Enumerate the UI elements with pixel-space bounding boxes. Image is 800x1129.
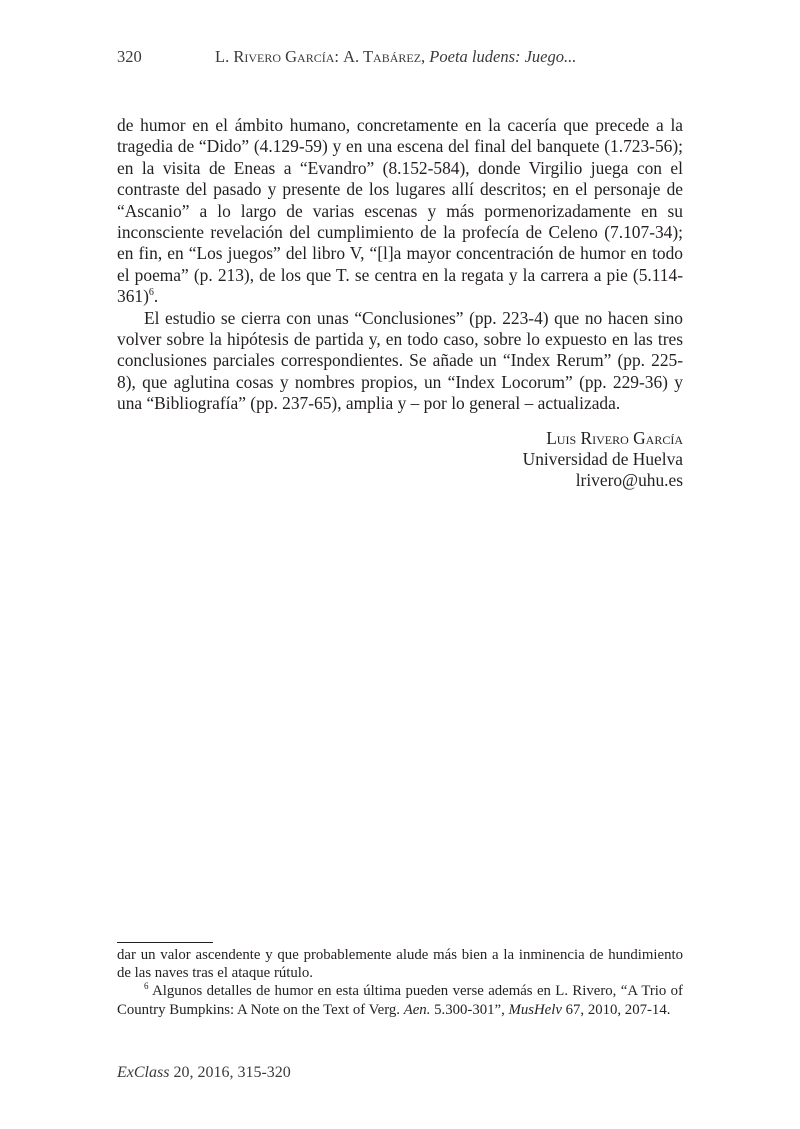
paragraph-1-end: . xyxy=(153,286,159,307)
running-head xyxy=(117,47,683,67)
paragraph-1-text: de humor en el ámbito humano, concretamente en la cacería que precede a la tragedia de “Dido” (4.129-59) y en una escena del final del banquete (1.723-56); en la visita de Eneas a “Evandro” (8.152-584), donde Virgilio juega con el contraste del pasado y presente de los lugares allí descritos; en el personaje de “Ascanio” a lo largo de varias escenas y más pormenorizadamente en su inconsciente revelación del cumplimiento de la profecía de Celeno (7.107-34); en fin, en “Los juegos” del libro V, “[l]a mayor concentración de humor en todo el poema” (p. 213), de los que T. se centra en la regata y la carrera a pie (5.114-361) xyxy=(117,115,683,307)
footnote-6-text-after: 67, 2010, 207-14. xyxy=(561,1001,671,1018)
review-author: L. Rivero García xyxy=(215,47,335,66)
footnote-6-work-abbrev: Aen. xyxy=(403,1001,431,1018)
footnote-reference-6: 6 xyxy=(148,287,154,299)
signature-email: lrivero@uhu.es xyxy=(575,470,683,490)
footnote-6-text-middle: 5.300-301”, xyxy=(430,1001,509,1018)
title-comma: , xyxy=(421,47,430,66)
footer-details: 20, 2016, 315-320 xyxy=(169,1064,291,1081)
page-number: 320 xyxy=(117,47,142,66)
reviewed-author: A. Tabárez xyxy=(343,47,422,66)
footnote-divider xyxy=(117,942,213,943)
book-title: Poeta ludens: Juego... xyxy=(429,47,577,66)
body-text xyxy=(117,115,683,415)
paragraph-1 xyxy=(117,115,683,308)
footnote-continuation: dar un valor ascendente y que probablemente alude más bien a la inminencia de hundimiento de las naves tras el ataque rútulo. xyxy=(117,947,683,982)
footnote-6-marker: 6 xyxy=(144,981,149,992)
signature-name: Luis Rivero García xyxy=(546,428,683,448)
running-title xyxy=(215,47,576,66)
footer-journal: ExClass xyxy=(117,1064,170,1081)
footnote-6 xyxy=(117,982,683,1018)
title-separator: : xyxy=(334,47,344,66)
footnote-6-journal: MusHelv xyxy=(508,1001,562,1018)
footnote-6-text-before: Algunos detalles de humor en esta última pueden verse además en L. Rivero, “A Trio of Country Bumpkins: A Note on the Text of Verg. xyxy=(117,983,683,1018)
page-footer xyxy=(117,1063,291,1083)
footnotes xyxy=(117,946,683,1019)
paragraph-2: El estudio se cierra con unas “Conclusiones” (pp. 223-4) que no hacen sino volver sobre la hipótesis de partida y, en todo caso, sobre lo expuesto en las tres conclusiones parciales correspondientes. Se añade un “Index Rerum” (pp. 225-8), que aglutina cosas y nombres propios, un “Index Locorum” (pp. 229-36) y una “Bibliografía” (pp. 237-65), amplia y – por lo general – actualizada. xyxy=(117,307,683,414)
signature-institution: Universidad de Huelva xyxy=(522,449,683,469)
signature-block xyxy=(523,428,683,491)
